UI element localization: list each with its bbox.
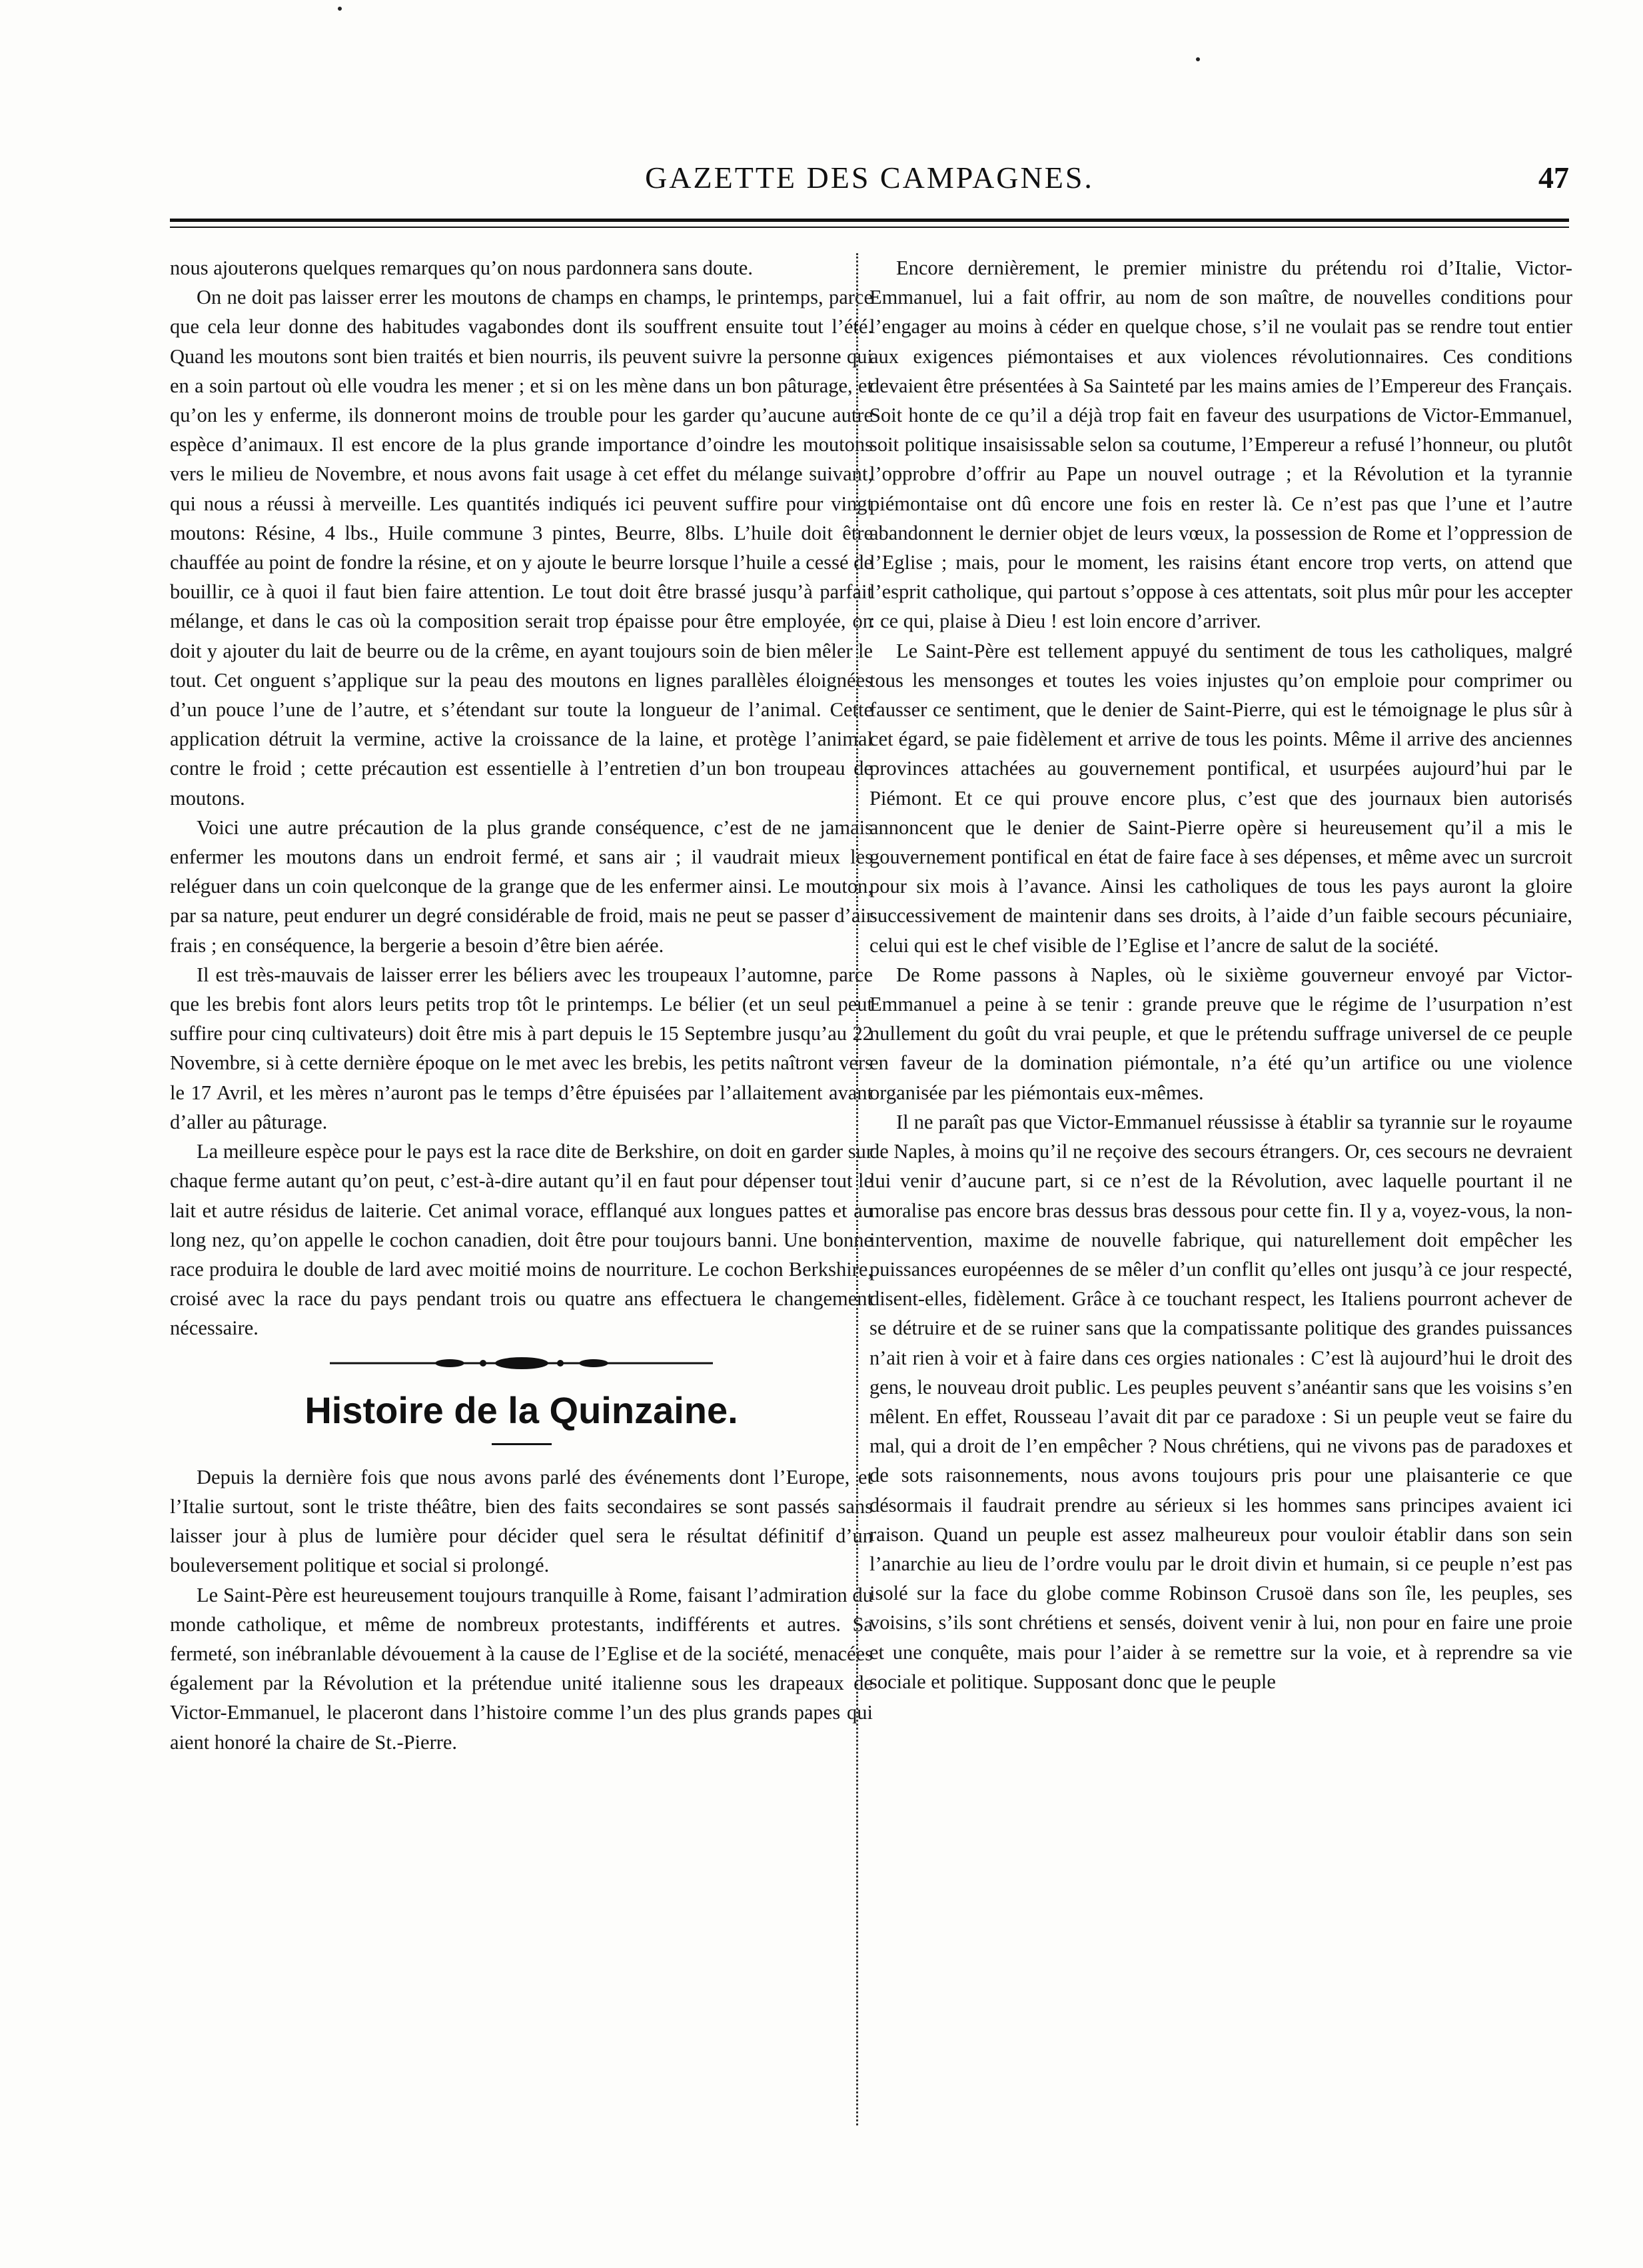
page-header [170, 148, 1569, 195]
print-speck [1196, 57, 1200, 61]
paragraph: Voici une autre précaution de la plus grande conséquence, c’est de ne jamais enfermer les moutons dans un endroit fermé, et sans air ; il vaudrait mieux les reléguer dans un coin quelconque de la grange que de les enfermer ainsi. Le mouton, par sa nature, peut endurer un degré considérable de froid, mais ne peut se passer d’air frais ; en conséquence, la bergerie a besoin d’être bien aérée. [170, 816, 873, 957]
print-speck [338, 7, 342, 11]
paragraph: Il est très-mauvais de laisser errer les béliers avec les troupeaux l’automne, parce que les brebis font alors leurs petits trop tôt le printemps. Le bélier (et un seul peut suffire pour cinq cultivateurs) doit être mis à part depuis le 15 Septembre jusqu’au 22 Novembre, si à cette dernière époque on le met avec les brebis, les petits naîtront vers le 17 Avril, et les mères n’auront pas le temps d’être épuisées par l’allaitement avant d’aller au pâturage. [170, 963, 873, 1133]
header-rule-thin [170, 227, 1569, 228]
publication-title: GAZETTE DES CAMPAGNES. [645, 161, 1094, 195]
heading-rule [492, 1443, 552, 1445]
left-column [170, 253, 873, 1757]
section-heading: Histoire de la Quinzaine. [304, 1389, 738, 1431]
paragraph: La meilleure espèce pour le pays est la race dite de Berkshire, on doit en garder sur chaque ferme autant qu’on peut, c’est-à-dire autant qu’il en faut pour dépenser tout le lait et autre résidus de laiterie. Cet animal vorace, efflanqué aux longues pattes et au long nez, qu’on appelle le cochon canadien, doit être pour toujours banni. Une bonne race produira le double de lard avec moitié moins de nourriture. Le cochon Berkshire, croisé avec la race du pays pendant trois ou quatre ans effectuera le changement nécessaire. [170, 1140, 873, 1340]
page-number: 47 [1538, 161, 1569, 195]
paragraph: nous ajouterons quelques remarques qu’on nous pardonnera sans doute. [170, 257, 753, 279]
paragraph: Encore dernièrement, le premier ministre du prétendu roi d’Italie, Victor-Emmanuel, lui a fait offrir, au nom de son maître, de nouvelles conditions pour l’engager au moins à céder en quelque chose, s’il ne voulait pas se rendre tout entier aux exigences piémontaises et aux violences révolutionnaires. Ces conditions devaient être présentées à Sa Sainteté par les mains amies de l’Empereur des Français. Soit honte de ce qu’il a déjà trop fait en faveur des usurpations de Victor-Emmanuel, soit politique insaisissable selon sa coutume, l’Empereur a refusé l’honneur, ou plutôt l’opprobre d’offrir au Pape un nouvel outrage ; et la Révolution et la tyrannie piémontaise ont dû encore une fois en rester là. Ce n’est pas que l’une et l’autre abandonnent le dernier objet de leurs vœux, la possession de Rome et l’oppression de l’Eglise ; mais, pour le moment, les raisins étant encore trop verts, on attend que l’esprit catholique, qui partout s’oppose à ces attentats, soit plus mûr pour les accepter : ce qui, plaise à Dieu ! est loin encore d’arriver. [869, 257, 1572, 633]
paragraph: On ne doit pas laisser errer les moutons de champs en champs, le printemps, parce que cela leur donne des habitudes vagabondes dont ils souffrent ensuite tout l’été. Quand les moutons sont bien traités et bien nourris, ils peuvent suivre la personne qui en a soin partout où elle voudra les mener ; et si on les mène dans un bon pâturage, et qu’on les y enferme, ils donneront moins de trouble pour les garder qu’aucune autre espèce d’animaux. Il est encore de la plus grande importance d’oindre les moutons vers le milieu de Novembre, et nous avons fait usage à cet effet du mélange suivant, qui nous a réussi à merveille. Les quantités indiqués ici peuvent suffire pour vingt moutons: Résine, 4 lbs., Huile commune 3 pintes, Beurre, 8lbs. L’huile doit être chauffée au point de fondre la résine, et on y ajoute le beurre lorsque l’huile a cessé de bouillir, ce à quoi il faut bien faire attention. Le tout doit être brassé jusqu’à parfait mélange, et dans le cas où la composition serait trop épaisse pour être employée, on doit y ajouter du lait de beurre ou de la crême, en ayant toujours soin de bien mêler le tout. Cet onguent s’applique sur la peau des moutons en lignes parallèles éloignées d’un pouce l’une de l’autre, et s’étendant sur toute la longueur de l’animal. Cette application détruit la vermine, active la croissance de la laine, et protège l’animal contre le froid ; cette précaution est essentielle à l’entretien d’un bon troupeau de moutons. [170, 286, 873, 810]
paragraph: Depuis la dernière fois que nous avons parlé des événements dont l’Europe, et l’Italie surtout, sont le triste théâtre, bien des faits secondaires se sont passés sans laisser jour à plus de lumière pour décider quel sera le résultat définitif d’un bouleversement politique et social si prolongé. [170, 1465, 873, 1577]
ornamental-divider [170, 1350, 873, 1377]
column-divider [856, 253, 858, 2125]
header-rule-thick [170, 219, 1569, 222]
paragraph: De Rome passons à Naples, où le sixième gouverneur envoyé par Victor-Emmanuel a peine à se tenir : grande preuve que le régime de l’usurpation n’est nullement du goût du vrai peuple, et que le prétendu suffrage universel de ce peuple en faveur de la domination piémontale, n’a été qu’un artifice ou une violence organisée par les piémontais eux-mêmes. [869, 963, 1572, 1104]
paragraph: Le Saint-Père est tellement appuyé du sentiment de tous les catholiques, malgré tous les mensonges et toutes les voies injustes qu’on emploie pour comprimer ou fausser ce sentiment, que le denier de Saint-Pierre, qui est le témoignage le plus sûr à cet égard, se paie fidèlement et arrive de tous les points. Même il arrive des anciennes provinces attachées au gouvernement pontifical, et usurpées aujourd’hui par le Piémont. Et ce qui prouve encore plus, c’est que des journaux bien autorisés annoncent que le denier de Saint-Pierre opère si heureusement qu’il a mis le gouvernement pontifical en état de faire face à ses dépenses, et même avec un surcroit pour six mois à l’avance. Ainsi les catholiques de tous les pays auront la gloire successivement de maintenir dans ses droits, à l’aide d’un faible secours pécuniaire, celui qui est le chef visible de l’Eglise et l’ancre de salut de la société. [869, 639, 1572, 957]
paragraph: Le Saint-Père est heureusement toujours tranquille à Rome, faisant l’admiration du monde catholique, et même de nombreux protestants, indifférents et autres. Sa fermeté, son inébranlable dévouement à la cause de l’Eglise et de la société, menacées également par la Révolution et la prétendue unité italienne sous les drapeaux de Victor-Emmanuel, le placeront dans l’histoire comme l’un des plus grands papes qui aient honoré la chaire de St.-Pierre. [170, 1583, 873, 1754]
paragraph: Il ne paraît pas que Victor-Emmanuel réussisse à établir sa tyrannie sur le royaume de Naples, à moins qu’il ne reçoive des secours étrangers. Or, ces secours ne devraient lui venir d’aucune part, si ce n’est de la Révolution, avec laquelle pourtant il ne moralise pas encore bras dessus bras dessous pour cette fin. Il y a, voyez-vous, la non-intervention, maxime de nouvelle fabrique, qui naturellement doit empêcher les puissances européennes de se mêler d’un conflit qu’elles ont jusqu’à ce jour respecté, disent-elles, fidèlement. Grâce à ce touchant respect, les Italiens pourront achever de se détruire et de se ruiner sans que la compatissante politique des grandes puissances n’ait rien à voir et à faire dans ces orgies nationales : C’est là aujourd’hui le droit des gens, le nouveau droit public. Les peuples peuvent s’anéantir sans que les voisins s’en mêlent. En effet, Rousseau l’avait dit par ce paradoxe : Si un peuple veut se faire du mal, qui a droit de l’en empêcher ? Nous chrétiens, qui ne vivons pas de paradoxes et de sots raisonnements, nous avons toujours pris pour une plaisanterie ce que désormais il faudrait prendre au sérieux si les hommes sans principes avaient ici raison. Quand un peuple est assez malheureux pour vouloir établir dans son sein l’anarchie au lieu de l’ordre voulu par le droit divin et humain, si ce peuple n’est pas isolé sur la face du globe comme Robinson Crusoë dans son île, les peuples, ses voisins, s’ils sont chrétiens et sensés, doivent venir à lui, non pour en faire une proie et une conquête, mais pour l’aider à se remettre sur la voie, et à reprendre sa vie sociale et politique. Supposant donc que le peuple [869, 1110, 1572, 1693]
right-column [869, 253, 1572, 1696]
